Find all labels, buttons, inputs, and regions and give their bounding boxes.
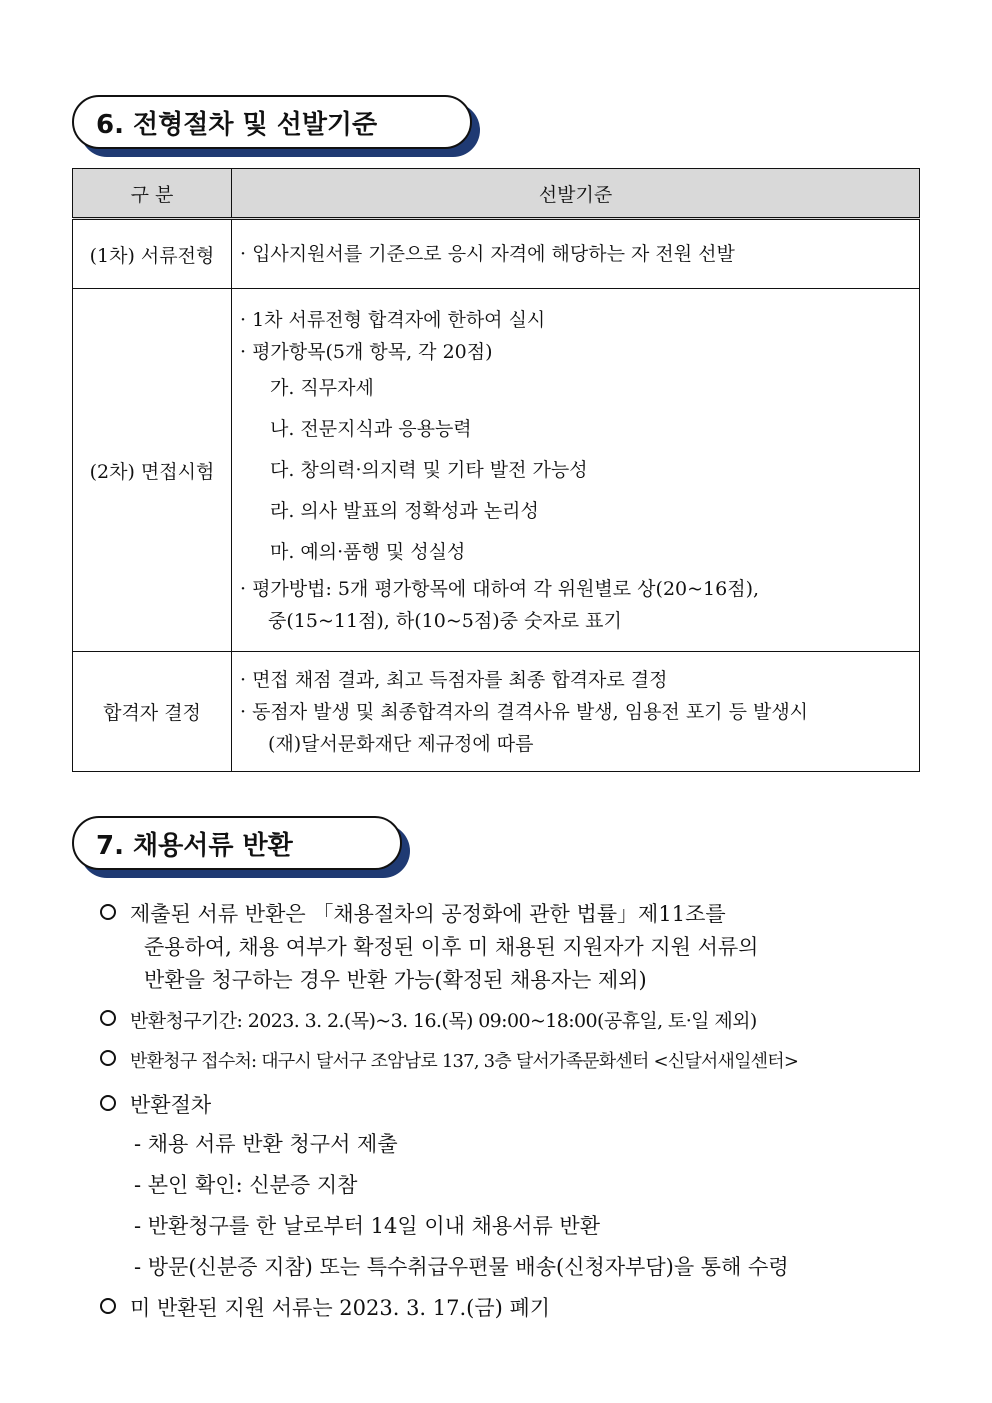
- list-item-continued: 반환을 청구하는 경우 반환 가능(확정된 채용자는 제외): [144, 968, 647, 992]
- criteria-line: 다. 창의력·의지력 및 기타 발전 가능성: [270, 458, 588, 481]
- circle-bullet-icon: [100, 1298, 116, 1314]
- circle-bullet-icon: [100, 1095, 116, 1111]
- section7-title: 7. 채용서류 반환: [72, 816, 402, 870]
- list-item-continued: 준용하여, 채용 여부가 확정된 이후 미 채용된 지원자가 지원 서류의: [144, 935, 759, 959]
- criteria-line: · 평가방법: 5개 평가항목에 대하여 각 위원별로 상(20~16점),: [240, 577, 760, 600]
- selection-criteria-table: [72, 168, 920, 772]
- header-category: 구 분: [73, 169, 232, 219]
- section6-title: 6. 전형절차 및 선발기준: [72, 95, 472, 149]
- circle-bullet-icon: [100, 1050, 116, 1066]
- circle-bullet-icon: [100, 904, 116, 920]
- table-row: [73, 289, 920, 652]
- criteria-line: · 면접 채점 결과, 최고 득점자를 최종 합격자로 결정: [240, 668, 668, 691]
- list-item: 미 반환된 지원 서류는 2023. 3. 17.(금) 폐기: [100, 1292, 550, 1322]
- circle-bullet-icon: [100, 1010, 116, 1026]
- header-criteria: 선발기준: [232, 169, 920, 219]
- stage-label: (1차) 서류전형: [73, 219, 232, 289]
- sub-item: - 방문(신분증 지참) 또는 특수취급우편물 배송(신청자부담)을 통해 수령: [134, 1255, 789, 1279]
- list-item: 반환청구기간: 2023. 3. 2.(목)~3. 16.(목) 09:00~18:00(공휴일, 토·일 제외): [100, 1006, 757, 1033]
- sub-item: - 반환청구를 한 날로부터 14일 이내 채용서류 반환: [134, 1214, 600, 1238]
- criteria-line: (재)달서문화재단 제규정에 따름: [268, 732, 534, 755]
- criteria-line: 라. 의사 발표의 정확성과 논리성: [270, 499, 539, 522]
- criteria-line: · 입사지원서를 기준으로 응시 자격에 해당하는 자 전원 선발: [240, 243, 735, 265]
- criteria-line: 마. 예의·품행 및 성실성: [270, 540, 466, 563]
- criteria-line: · 평가항목(5개 항목, 각 20점): [240, 340, 493, 363]
- table-header-row: [73, 169, 920, 219]
- table-row: [73, 219, 920, 289]
- criteria-line: 중(15~11점), 하(10~5점)중 숫자로 표기: [268, 609, 622, 632]
- list-item: 반환청구 접수처: 대구시 달서구 조암남로 137, 3층 달서가족문화센터 <신달서새일센터>: [100, 1047, 798, 1073]
- criteria-line: · 동점자 발생 및 최종합격자의 결격사유 발생, 임용전 포기 등 발생시: [240, 700, 809, 723]
- criteria-line: 나. 전문지식과 응용능력: [270, 417, 472, 440]
- list-item: 반환절차: [100, 1089, 211, 1119]
- sub-item: - 채용 서류 반환 청구서 제출: [134, 1132, 398, 1156]
- sub-item: - 본인 확인: 신분증 지참: [134, 1173, 358, 1197]
- list-item: 제출된 서류 반환은 「채용절차의 공정화에 관한 법률」제11조를: [100, 898, 726, 928]
- stage-label: (2차) 면접시험: [73, 289, 232, 652]
- stage-label: 합격자 결정: [73, 652, 232, 772]
- table-row: [73, 652, 920, 772]
- criteria-line: · 1차 서류전형 합격자에 한하여 실시: [240, 308, 546, 331]
- criteria-line: 가. 직무자세: [270, 376, 374, 399]
